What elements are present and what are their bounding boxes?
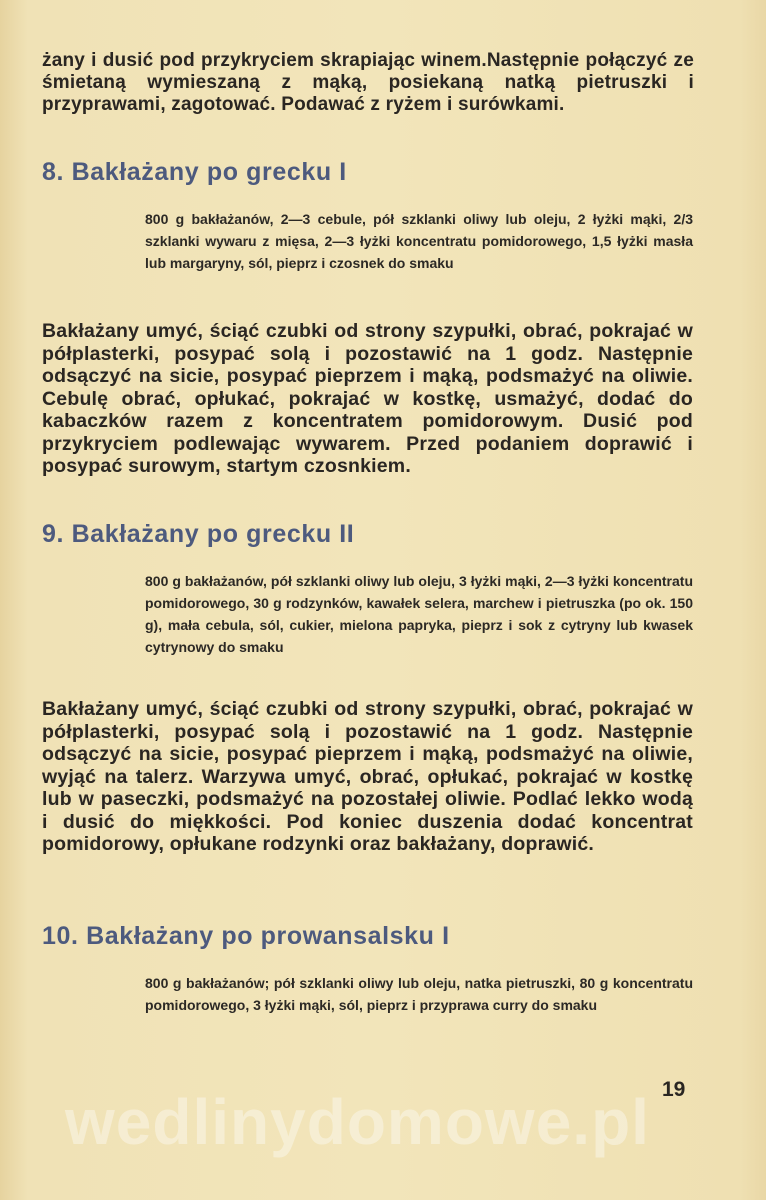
recipe-9-title: 9. Bakłażany po grecku II (42, 520, 355, 548)
recipe-8-title: 8. Bakłażany po grecku I (42, 158, 347, 186)
recipe-8-method: Bakłażany umyć, ściąć czubki od strony szypułki, obrać, pokrajać w półplasterki, posypać solą i pozostawić na 1 godz. Następnie odsączyć na sicie, posypać pieprzem i mąką, podsmażyć na oliwie. Cebulę obrać, opłukać, pokrajać w kostkę, usmażyć, dodać do kabaczków razem z koncentratem pomidorowym. Dusić pod przykryciem podlewając wywarem. Przed podaniem doprawić i posypać surowym, startym czosnkiem. (42, 320, 693, 477)
recipe-9-method: Bakłażany umyć, ściąć czubki od strony szypułki, obrać, pokrajać w półplasterki, posypać solą i pozostawić na 1 godz. Następnie odsączyć na sicie, posypać pieprzem i mąką, podsmażyć na oliwie, wyjąć na talerz. Warzywa umyć, obrać, opłukać, pokrajać w kostkę lub w paseczki, podsmażyć na pozostałej oliwie. Podlać lekko wodą i dusić do miękkości. Pod koniec duszenia dodać koncentrat pomidorowy, opłukane rodzynki oraz bakłażany, doprawić. (42, 698, 693, 855)
watermark: wedlinydomowe.pl (65, 1086, 650, 1158)
page-number: 19 (662, 1078, 686, 1101)
recipe-8-ingredients: 800 g bakłażanów, 2—3 cebule, pół szklanki oliwy lub oleju, 2 łyżki mąki, 2/3 szklanki wywaru z mięsa, 2—3 łyżki koncentratu pomidorowego, 1,5 łyżki masła lub margaryny, sól, pieprz i czosnek do smaku (145, 211, 693, 271)
recipe-10-ingredients: 800 g bakłażanów; pół szklanki oliwy lub oleju, natka pietruszki, 80 g koncentratu pomidorowego, 3 łyżki mąki, sól, pieprz i przyprawa curry do smaku (145, 975, 693, 1013)
recipe-9-ingredients: 800 g bakłażanów, pół szklanki oliwy lub oleju, 3 łyżki mąki, 2—3 łyżki koncentratu pomidorowego, 30 g rodzynków, kawałek selera, marchew i pietruszka (po ok. 150 g), mała cebula, sól, cukier, mielona papryka, pieprz i sok z cytryny lub kwasek cytrynowy do smaku (145, 573, 693, 655)
recipe-10-title: 10. Bakłażany po prowansalsku I (42, 922, 450, 950)
intro-paragraph: żany i dusić pod przykryciem skrapiając winem.Następnie połączyć ze śmietaną wymieszaną z mąką, posiekaną natką pietruszki i przyprawami, zagotować. Podawać z ryżem i surówkami. (42, 50, 694, 115)
